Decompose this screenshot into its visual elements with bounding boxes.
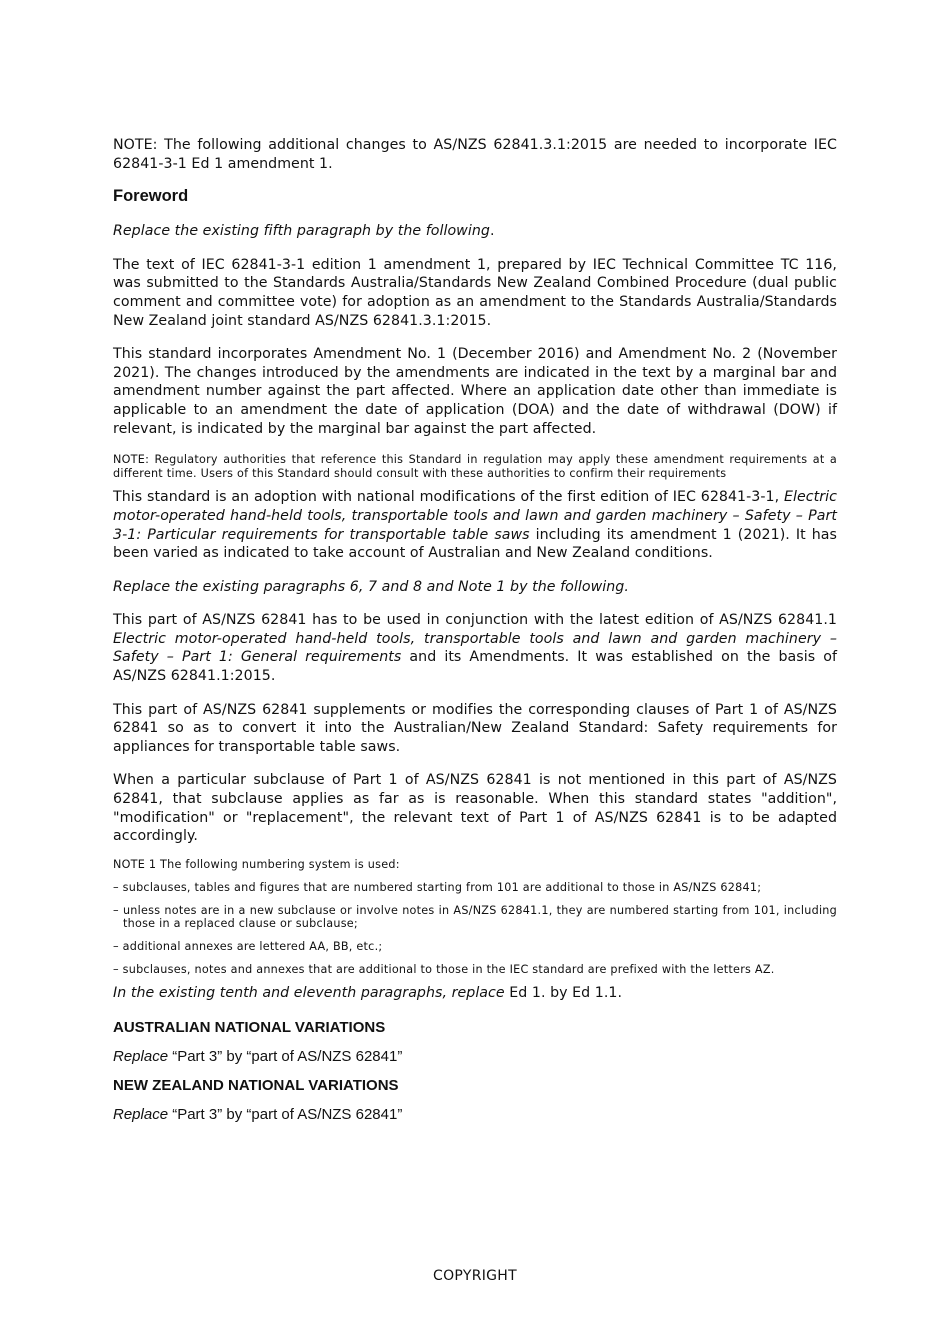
new-zealand-variations-heading: NEW ZEALAND NATIONAL VARIATIONS (113, 1076, 399, 1094)
foreword-paragraph-2: This standard incorporates Amendment No. 1 (December 2016) and Amendment No. 2 (November 2021). The changes introduced by the amendments are indicated in the text by a marginal bar and amendment number against the part affected. Where an application date other than immediate is applicable to an amendment the date of application (DOA) and the date of withdrawal (DOW) if relevant, is indicated by the marginal bar against the part affected. (113, 346, 837, 437)
numbering-note-item: – subclauses, notes and annexes that are additional to those in the IEC standard are prefixed with the letters AZ. (113, 962, 775, 976)
numbering-note-item: – additional annexes are lettered AA, BB, etc.; (113, 939, 383, 953)
foreword-paragraph-1: The text of IEC 62841-3-1 edition 1 amendment 1, prepared by IEC Technical Committee TC 116, was submitted to the Standards Australia/Standards New Zealand Combined Procedure (dual public comment and committee vote) for adoption as an amendment to the Standards Australia/Standards New Zealand joint standard AS/NZS 62841.3.1:2015. (113, 256, 837, 329)
intro-note: NOTE: The following additional changes to AS/NZS 62841.3.1:2015 are needed to incorporate IEC 62841-3-1 Ed 1 amendment 1. (113, 137, 837, 172)
instruction-replace-edition: In the existing tenth and eleventh paragraphs, replace Ed 1. by Ed 1.1. (113, 985, 623, 1002)
foreword-paragraph-3: This standard is an adoption with national modifications of the first edition of IEC 62841-3-1, Electric motor-operated hand-held tools, transportable tools and lawn and garden machinery – Safety – Part 3-1: Particular requirements for transportable table saws including its amendment 1 (2021). It has been varied as indicated to take account of Australian and New Zealand conditions. (113, 489, 837, 562)
document-page (113, 136, 837, 1135)
numbering-note-title: NOTE 1 The following numbering system is used: (113, 857, 400, 871)
foreword-paragraph-6: When a particular subclause of Part 1 of AS/NZS 62841 is not mentioned in this part of AS/NZS 62841, that subclause applies as far as is reasonable. When this standard states "addition", "modification" or "replacement", the relevant text of Part 1 of AS/NZS 62841 is to be adapted accordingly. (113, 772, 837, 845)
numbering-note-item: – subclauses, tables and figures that are numbered starting from 101 are additional to those in AS/NZS 62841; (113, 880, 762, 894)
instruction-replace-fifth-paragraph: Replace the existing fifth paragraph by the following. (113, 223, 495, 240)
regulatory-note: NOTE: Regulatory authorities that reference this Standard in regulation may apply these amendment requirements at a different time. Users of this Standard should consult with these authorities to confirm their requirements (113, 453, 837, 480)
foreword-paragraph-5: This part of AS/NZS 62841 supplements or modifies the corresponding clauses of Part 1 of AS/NZS 62841 so as to convert it into the Australian/New Zealand Standard: Safety requirements for appliances for transportable table saws. (113, 701, 837, 755)
instruction-replace-paragraphs: Replace the existing paragraphs 6, 7 and 8 and Note 1 by the following. (113, 578, 629, 595)
foreword-paragraph-4: This part of AS/NZS 62841 has to be used in conjunction with the latest edition of AS/NZS 62841.1 Electric motor-operated hand-held tools, transportable tools and lawn and garden machinery – Safety – Part 1: General requirements and its Amendments. It was established on the basis of AS/NZS 62841.1:2015. (113, 612, 837, 685)
numbering-note-item: – unless notes are in a new subclause or involve notes in AS/NZS 62841.1, they are numbered starting from 101, including those in a replaced clause or subclause; (113, 903, 837, 931)
australian-variations-heading: AUSTRALIAN NATIONAL VARIATIONS (113, 1018, 386, 1036)
australian-variations-text: Replace “Part 3” by “part of AS/NZS 62841” (113, 1047, 403, 1065)
new-zealand-variations-text: Replace “Part 3” by “part of AS/NZS 62841” (113, 1105, 403, 1123)
copyright-footer: COPYRIGHT (433, 1268, 517, 1284)
foreword-heading: Foreword (113, 187, 189, 206)
